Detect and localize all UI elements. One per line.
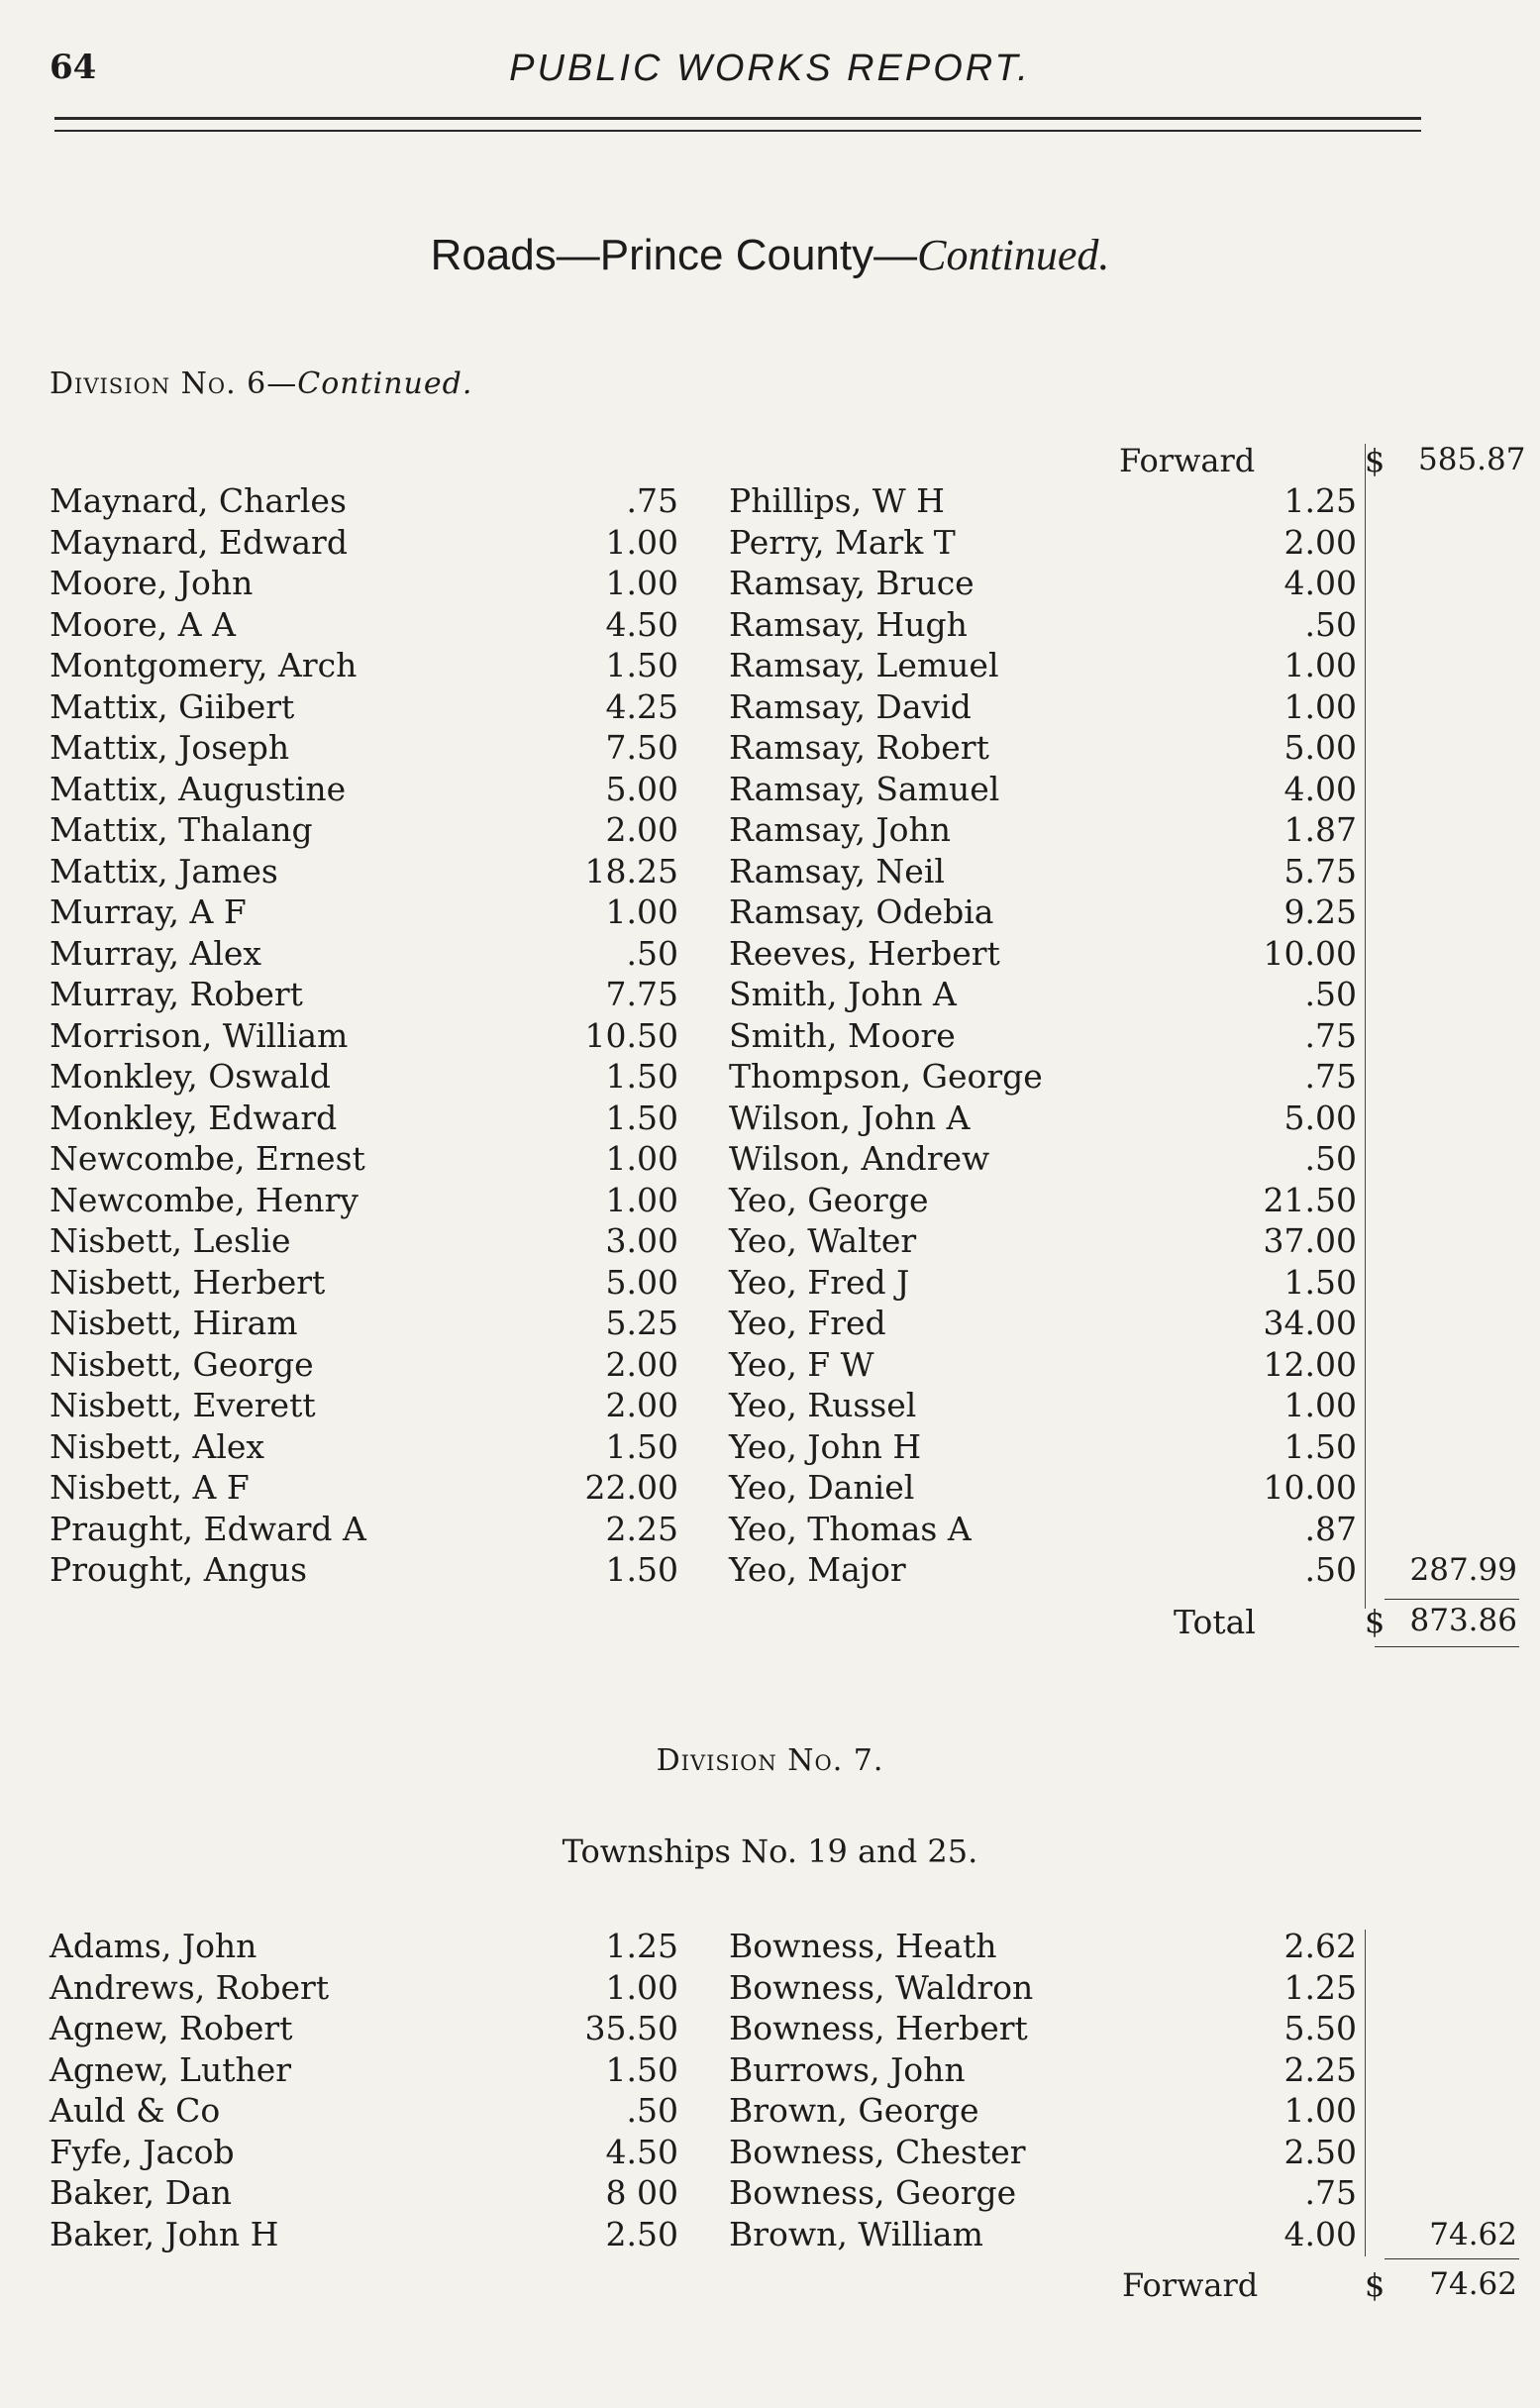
forward-top-amount: 585.87	[1418, 442, 1526, 477]
left-amount: 5.00	[605, 769, 678, 808]
right-name: Ramsay, Hugh	[729, 604, 968, 644]
left-amount: 1.00	[605, 564, 678, 602]
right-amount: 2.62	[1283, 1927, 1357, 1965]
total-amount: 873.86	[1409, 1603, 1517, 1638]
left-amount: 2.50	[605, 2214, 678, 2253]
forward-top-label: Forward	[1119, 442, 1256, 479]
right-amount: 12.00	[1263, 1344, 1357, 1384]
left-name: Agnew, Luther	[50, 2049, 292, 2089]
ledger-row	[0, 1926, 1540, 1967]
left-name: Nisbett, George	[50, 1344, 314, 1384]
right-amount: 1.00	[1283, 1386, 1357, 1424]
forward-top-row	[0, 442, 1540, 481]
right-name: Brown, William	[729, 2214, 983, 2253]
left-name: Mattix, James	[50, 851, 278, 890]
left-name: Nisbett, Leslie	[50, 1221, 291, 1260]
right-amount: 1.50	[1283, 1262, 1357, 1302]
division-6-total-row	[0, 1603, 1540, 1646]
division-6-heading-text: Division No. 6—	[50, 366, 298, 401]
ledger-row	[0, 645, 1540, 686]
right-name: Ramsay, Bruce	[729, 564, 975, 602]
right-name: Yeo, George	[729, 1180, 929, 1219]
right-amount: 21.50	[1263, 1180, 1357, 1219]
ledger-row	[0, 2214, 1540, 2255]
left-name: Maynard, Charles	[50, 481, 347, 520]
right-name: Bowness, Waldron	[729, 1967, 1034, 2007]
left-amount: 2.25	[605, 1509, 678, 1548]
left-amount: 10.50	[584, 1015, 678, 1055]
right-amount: 37.00	[1263, 1221, 1357, 1260]
ledger-row	[0, 2132, 1540, 2173]
left-amount: 1.50	[605, 1550, 678, 1589]
left-amount: 4.50	[605, 2132, 678, 2171]
right-amount: .75	[1304, 1015, 1357, 1055]
left-name: Morrison, William	[50, 1015, 349, 1055]
right-amount: .50	[1304, 1550, 1357, 1589]
right-name: Ramsay, Neil	[729, 851, 945, 890]
left-amount: 7.75	[605, 975, 678, 1013]
left-amount: 4.50	[605, 604, 678, 644]
forward-bottom-amount: 74.62	[1429, 2266, 1517, 2302]
right-name: Brown, George	[729, 2091, 979, 2130]
right-name: Smith, John A	[729, 975, 957, 1013]
section-title	[0, 230, 1540, 280]
ledger-row	[0, 891, 1540, 933]
subtotal-amount: 287.99	[1409, 1552, 1517, 1588]
ledger-row	[0, 1056, 1540, 1098]
right-amount: 9.25	[1283, 892, 1357, 931]
right-amount: 1.50	[1283, 1426, 1357, 1466]
left-name: Moore, John	[50, 564, 254, 602]
left-amount: 4.25	[605, 686, 678, 726]
ledger-row	[0, 2008, 1540, 2049]
section-title-text: Roads—Prince County—	[430, 231, 918, 279]
page-number: 64	[50, 48, 97, 87]
right-name: Wilson, Andrew	[729, 1139, 990, 1178]
ledger-row	[0, 1303, 1540, 1344]
left-amount: .50	[626, 933, 678, 973]
right-name: Yeo, Walter	[729, 1221, 917, 1260]
right-name: Bowness, Heath	[729, 1927, 997, 1965]
right-amount: 5.50	[1283, 2009, 1357, 2047]
ledger-row	[0, 727, 1540, 769]
left-amount: 1.25	[605, 1927, 678, 1965]
ledger-row	[0, 1385, 1540, 1426]
left-name: Mattix, Joseph	[50, 728, 290, 767]
right-amount: 34.00	[1263, 1304, 1357, 1342]
right-name: Bowness, Chester	[729, 2132, 1026, 2171]
right-name: Ramsay, David	[729, 686, 972, 726]
right-amount: .50	[1304, 604, 1357, 644]
ledger-row	[0, 974, 1540, 1015]
forward-bottom-row	[0, 2266, 1540, 2310]
left-amount: 2.00	[605, 1344, 678, 1384]
ledger-row	[0, 851, 1540, 892]
ledger-row	[0, 2090, 1540, 2132]
left-amount: 2.00	[605, 1386, 678, 1424]
ledger-row	[0, 1967, 1540, 2009]
right-amount: 1.25	[1283, 1967, 1357, 2007]
left-amount: 18.25	[584, 851, 678, 890]
left-name: Murray, Alex	[50, 933, 262, 973]
left-amount: 1.50	[605, 1098, 678, 1137]
left-name: Mattix, Thalang	[50, 810, 313, 849]
ledger-row	[0, 1220, 1540, 1262]
ledger-row	[0, 563, 1540, 604]
right-name: Ramsay, Robert	[729, 728, 989, 767]
ledger-row	[0, 2049, 1540, 2091]
right-name: Bowness, George	[729, 2173, 1017, 2212]
right-name: Reeves, Herbert	[729, 933, 1000, 973]
left-amount: 1.00	[605, 1967, 678, 2007]
left-amount: 1.00	[605, 1139, 678, 1178]
right-amount: .50	[1304, 975, 1357, 1013]
left-amount: 7.50	[605, 728, 678, 767]
right-name: Ramsay, Lemuel	[729, 646, 999, 684]
left-name: Agnew, Robert	[50, 2009, 293, 2047]
left-amount: 1.50	[605, 1426, 678, 1466]
left-amount: 35.50	[584, 2009, 678, 2047]
left-name: Adams, John	[50, 1927, 257, 1965]
left-name: Prought, Angus	[50, 1550, 308, 1589]
left-name: Maynard, Edward	[50, 522, 348, 562]
left-amount: 1.00	[605, 1180, 678, 1219]
right-name: Yeo, Major	[729, 1550, 906, 1589]
running-head: PUBLIC WORKS REPORT.	[509, 48, 1031, 89]
forward-bottom-dollar: $	[1365, 2266, 1386, 2304]
left-name: Praught, Edward A	[50, 1509, 366, 1548]
ledger-row	[0, 1015, 1540, 1057]
townships-subheading: Townships No. 19 and 25.	[562, 1832, 978, 1870]
right-amount: 10.00	[1263, 1468, 1357, 1507]
right-amount: 4.00	[1283, 564, 1357, 602]
division-6-heading-continued: Continued.	[297, 366, 473, 401]
ledger-row	[0, 933, 1540, 975]
right-amount: 10.00	[1263, 933, 1357, 973]
left-name: Auld & Co	[50, 2091, 221, 2130]
ledger-row	[0, 1098, 1540, 1139]
left-name: Nisbett, A F	[50, 1468, 250, 1507]
left-name: Mattix, Giibert	[50, 686, 295, 726]
ledger-row	[0, 1262, 1540, 1304]
forward-top-dollar: $	[1365, 442, 1386, 479]
total-label: Total	[1174, 1603, 1256, 1641]
right-amount: 5.75	[1283, 851, 1357, 890]
left-name: Baker, John H	[50, 2214, 279, 2253]
right-amount: 1.87	[1283, 810, 1357, 849]
right-amount: .50	[1304, 1139, 1357, 1178]
left-amount: 5.00	[605, 1262, 678, 1302]
right-amount: 2.25	[1283, 2049, 1357, 2089]
right-name: Yeo, Daniel	[729, 1468, 915, 1507]
left-amount: 1.50	[605, 646, 678, 684]
right-name: Burrows, John	[729, 2049, 966, 2089]
left-name: Moore, A A	[50, 604, 236, 644]
right-amount: 4.00	[1283, 769, 1357, 808]
right-name: Yeo, Russel	[729, 1386, 917, 1424]
left-amount: 1.50	[605, 1057, 678, 1096]
right-name: Phillips, W H	[729, 481, 945, 520]
right-name: Ramsay, Samuel	[729, 769, 1000, 808]
ledger-row	[0, 522, 1540, 564]
right-name: Smith, Moore	[729, 1015, 956, 1055]
right-name: Yeo, Fred J	[729, 1262, 910, 1302]
subtotal-rule-div7	[1385, 2258, 1519, 2259]
right-amount: 5.00	[1283, 1098, 1357, 1137]
ledger-row	[0, 769, 1540, 810]
forward-bottom-label: Forward	[1122, 2266, 1259, 2304]
left-name: Baker, Dan	[50, 2173, 232, 2212]
ledger-row	[0, 2172, 1540, 2214]
ledger-row	[0, 1344, 1540, 1386]
left-amount: 8 00	[605, 2173, 678, 2212]
left-name: Montgomery, Arch	[50, 646, 358, 684]
ledger-row	[0, 1426, 1540, 1468]
ledger-row	[0, 480, 1540, 522]
section-title-continued: Continued.	[917, 231, 1110, 279]
right-amount: .75	[1304, 2173, 1357, 2212]
division-7-heading: Division No. 7.	[656, 1743, 884, 1778]
left-name: Nisbett, Hiram	[50, 1304, 298, 1342]
right-amount: .75	[1304, 1057, 1357, 1096]
right-name: Thompson, George	[729, 1057, 1043, 1096]
total-dollar: $	[1365, 1603, 1386, 1640]
division-6-heading	[50, 366, 472, 401]
left-amount: 5.25	[605, 1304, 678, 1342]
right-amount: 5.00	[1283, 728, 1357, 767]
ledger-row	[0, 1138, 1540, 1180]
ledger-row	[0, 1180, 1540, 1221]
left-name: Monkley, Oswald	[50, 1057, 331, 1096]
right-name: Yeo, Fred	[729, 1304, 886, 1342]
left-amount: 1.00	[605, 522, 678, 562]
left-amount: 22.00	[584, 1468, 678, 1507]
right-amount: 1.00	[1283, 686, 1357, 726]
right-amount: 1.00	[1283, 646, 1357, 684]
left-name: Nisbett, Everett	[50, 1386, 316, 1424]
right-name: Perry, Mark T	[729, 522, 956, 562]
right-name: Yeo, Thomas A	[729, 1509, 972, 1548]
right-amount: 4.00	[1283, 2214, 1357, 2253]
subtotal-rule-div6	[1385, 1599, 1519, 1600]
ledger-row	[0, 809, 1540, 851]
left-name: Newcombe, Henry	[50, 1180, 359, 1219]
left-amount: .50	[626, 2091, 678, 2130]
left-amount: 1.00	[605, 892, 678, 931]
total-rule-div6	[1375, 1646, 1519, 1647]
right-name: Ramsay, Odebia	[729, 892, 994, 931]
left-name: Murray, A F	[50, 892, 247, 931]
right-amount: 2.50	[1283, 2132, 1357, 2171]
ledger-row	[0, 604, 1540, 646]
right-name: Yeo, John H	[729, 1426, 922, 1466]
left-name: Nisbett, Alex	[50, 1426, 265, 1466]
left-amount: 3.00	[605, 1221, 678, 1260]
left-name: Newcombe, Ernest	[50, 1139, 365, 1178]
left-name: Murray, Robert	[50, 975, 303, 1013]
right-amount: .87	[1304, 1509, 1357, 1548]
left-name: Andrews, Robert	[50, 1967, 330, 2007]
left-amount: .75	[626, 481, 678, 520]
subtotal-amount: 74.62	[1429, 2216, 1517, 2252]
right-name: Bowness, Herbert	[729, 2009, 1028, 2047]
left-name: Mattix, Augustine	[50, 769, 347, 808]
left-name: Monkley, Edward	[50, 1098, 338, 1137]
ledger-row	[0, 1509, 1540, 1550]
left-amount: 1.50	[605, 2049, 678, 2089]
right-amount: 1.25	[1283, 481, 1357, 520]
ledger-row	[0, 1467, 1540, 1509]
right-name: Ramsay, John	[729, 810, 952, 849]
ledger-row	[0, 686, 1540, 728]
header-rule	[54, 117, 1421, 132]
right-name: Yeo, F W	[729, 1344, 874, 1384]
ledger-row	[0, 1549, 1540, 1591]
right-name: Wilson, John A	[729, 1098, 971, 1137]
left-name: Fyfe, Jacob	[50, 2132, 235, 2171]
right-amount: 2.00	[1283, 522, 1357, 562]
right-amount: 1.00	[1283, 2091, 1357, 2130]
left-name: Nisbett, Herbert	[50, 1262, 326, 1302]
left-amount: 2.00	[605, 810, 678, 849]
